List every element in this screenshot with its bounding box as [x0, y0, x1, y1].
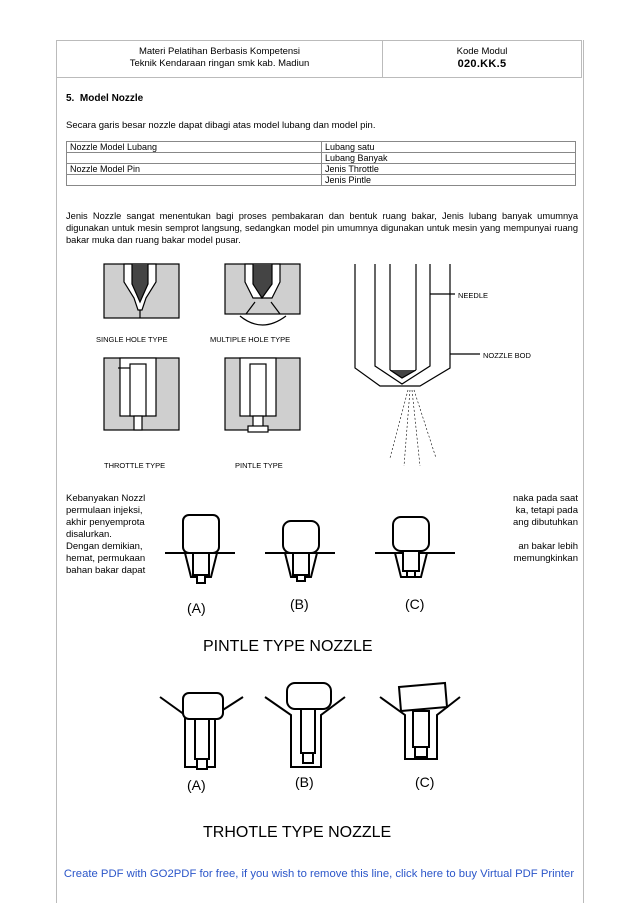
label-pintle-b: (B): [290, 596, 309, 612]
header-line-1: Materi Pelatihan Berbasis Kompetensi: [138, 46, 301, 57]
section-intro: Secara garis besar nozzle dapat dibagi atas model lubang dan model pin.: [66, 120, 376, 131]
paragraph2-line3-left: akhir penyemprota: [66, 517, 145, 528]
label-throttle-a: (A): [187, 777, 206, 793]
paragraph-nozzle-usage: Jenis Nozzle sangat menentukan bagi proses pembakaran dan bentuk ruang bakar, Jenis lubang banyak umumnya digunakan untuk mesin semprot langsung, sedangkan model pin umumnya digunakan untuk mesin yang mempunyai ruang bakar muka dan ruang bakar model pusar.: [66, 211, 578, 245]
page-header: [56, 40, 582, 78]
paragraph2-line4-left: disalurkan.: [66, 529, 112, 540]
throttle-b-drawing: [265, 683, 345, 767]
header-code-cell: [383, 41, 581, 77]
label-throttle-c: (C): [415, 774, 435, 790]
paragraph2-line1-left: Kebanyakan Nozzl: [66, 493, 146, 504]
throttle-a-drawing: [160, 693, 243, 769]
pintle-type-nozzle-title: PINTLE TYPE NOZZLE: [203, 638, 373, 655]
label-nozzle-body: NOZZLE BOD: [483, 351, 531, 360]
paragraph2-line2-right: ka, tetapi pada: [515, 505, 578, 516]
nozzle-model-table: [66, 141, 576, 186]
label-multiple-hole-type: MULTIPLE HOLE TYPE: [210, 335, 291, 344]
label-pintle-c: (C): [405, 596, 425, 612]
pintle-a-drawing: [165, 515, 235, 583]
pdf-creator-ad-link[interactable]: Create PDF with GO2PDF for free, if you wish to remove this line, click here to buy Virtual PDF Printer: [63, 868, 575, 880]
pintle-c-drawing: [375, 517, 455, 577]
table-cell-model: Nozzle Model Lubang: [67, 142, 322, 153]
label-needle: NEEDLE: [458, 291, 489, 300]
table-cell-type: Lubang Banyak: [322, 153, 576, 164]
throttle-type-nozzle-title: TRHOTLE TYPE NOZZLE: [203, 824, 392, 841]
paragraph2-line3-right: ang dibutuhkan: [513, 517, 578, 528]
label-single-hole-type: SINGLE HOLE TYPE: [96, 335, 168, 344]
multiple-hole-nozzle-drawing: [225, 264, 300, 325]
paragraph2-line6-right: memungkinkan: [513, 553, 578, 564]
throttle-c-drawing: [380, 683, 460, 759]
table-cell-type: Jenis Pintle: [322, 175, 576, 186]
module-code-label: Kode Modul: [456, 46, 508, 57]
label-throttle-b: (B): [295, 774, 314, 790]
section-number: 5.: [66, 93, 75, 104]
pintle-nozzle-drawing: [225, 358, 300, 432]
header-line-2: Teknik Kendaraan ringan smk kab. Madiun: [129, 58, 310, 69]
table-row: [67, 175, 576, 186]
table-cell-type: Lubang satu: [322, 142, 576, 153]
table-row: [67, 142, 576, 153]
label-throttle-type: THROTTLE TYPE: [104, 461, 166, 470]
pintle-b-drawing: [265, 521, 335, 581]
paragraph2-line5-left: Dengan demikian,: [66, 541, 143, 552]
single-hole-nozzle-drawing: [104, 264, 179, 318]
paragraph2-line7-left: bahan bakar dapat: [66, 565, 146, 576]
nozzle-types-figure: [90, 258, 590, 476]
table-cell-model: Nozzle Model Pin: [67, 164, 322, 175]
section-title: Model Nozzle: [79, 93, 144, 104]
table-cell-type: Jenis Throttle: [322, 164, 576, 175]
table-cell-model: [67, 153, 322, 164]
label-pintle-type: PINTLE TYPE: [235, 461, 283, 470]
table-cell-model: [67, 175, 322, 186]
header-title-cell: [57, 41, 383, 77]
paragraph2-line5-right: an bakar lebih: [518, 541, 578, 552]
table-row: [67, 153, 576, 164]
label-pintle-a: (A): [187, 600, 206, 616]
paragraph2-line1-right: naka pada saat: [513, 493, 578, 504]
paragraph2-line2-left: permulaan injeksi,: [66, 505, 143, 516]
pintle-throttle-figure: [155, 497, 480, 852]
throttle-nozzle-drawing: [104, 358, 179, 430]
table-row: [67, 164, 576, 175]
paragraph2-line6-left: hemat, permukaan: [66, 553, 146, 564]
module-code-value: 020.KK.5: [457, 58, 507, 70]
section-heading: [66, 93, 143, 105]
